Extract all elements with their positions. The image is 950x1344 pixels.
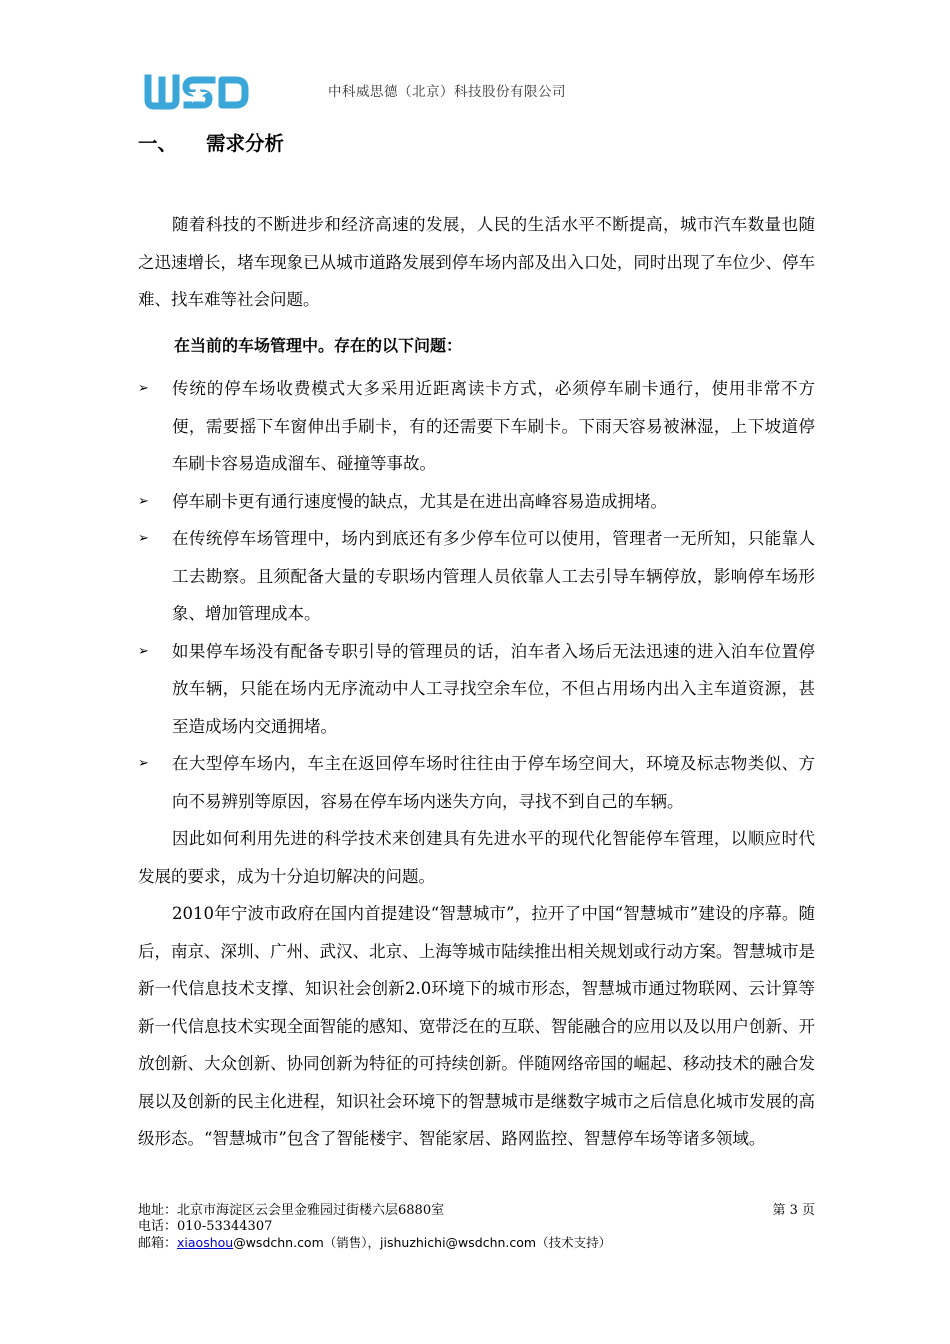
- sales-email-link[interactable]: xiaoshou: [177, 1235, 234, 1250]
- footer-address: 地址：北京市海淀区云会里金雅园过街楼六层6880室: [138, 1203, 445, 1218]
- footer-email-rest: @wsdchn.com（销售），jishuzhichi@wsdchn.com（技术支持）: [233, 1235, 612, 1250]
- page-footer: [138, 1203, 815, 1252]
- arrow-bullet-icon: ➢: [138, 531, 149, 546]
- section-number: 一、: [138, 132, 178, 155]
- intro-paragraph: 随着科技的不断进步和经济高速的发展，人民的生活水平不断提高，城市汽车数量也随之迅速增长，堵车现象已从城市道路发展到停车场内部及出入口处，同时出现了车位少、停车难、找车难等社会问题。: [138, 215, 815, 309]
- footer-phone: 电话：010-53344307: [138, 1219, 273, 1234]
- arrow-bullet-icon: ➢: [138, 756, 149, 771]
- problems-subheading: 在当前的车场管理中。存在的以下问题：: [174, 335, 463, 355]
- page-number: 第 3 页: [772, 1203, 815, 1218]
- wsd-logo: [142, 72, 252, 112]
- smart-city-paragraph: 2010年宁波市政府在国内首提建设“智慧城市”，拉开了中国“智慧城市”建设的序幕。随后，南京、深圳、广州、武汉、北京、上海等城市陆续推出相关规划或行动方案。智慧城市是新一代信息技术支撑、知识社会创新2.0环境下的城市形态，智慧城市通过物联网、云计算等新一代信息技术实现全面智能的感知、宽带泛在的互联、智能融合的应用以及以用户创新、开放创新、大众创新、协同创新为特征的可持续创新。伴随网络帝国的崛起、移动技术的融合发展以及创新的民主化进程，知识社会环境下的智慧城市是继数字城市之后信息化城市发展的高级形态。“智慧城市”包含了智能楼宇、智能家居、路网监控、智慧停车场等诸多领域。: [138, 904, 815, 1148]
- arrow-bullet-icon: ➢: [138, 643, 149, 659]
- list-item: ➢ 停车刷卡更有通行速度慢的缺点，尤其是在进出高峰容易造成拥堵。: [138, 483, 815, 521]
- list-item: ➢ 传统的停车场收费模式大多采用近距离读卡方式，必须停车刷卡通行，使用非常不方便，需要摇下车窗伸出手刷卡，有的还需要下车刷卡。下雨天容易被淋湿，上下坡道停车刷卡容易造成溜车、碰撞等事故。: [138, 370, 815, 483]
- list-item: ➢ 如果停车场没有配备专职引导的管理员的话，泊车者入场后无法迅速的进入泊车位置停放车辆，只能在场内无序流动中人工寻找空余车位，不但占用场内出入主车道资源，甚至造成场内交通拥堵。: [138, 633, 815, 746]
- company-name: 中科威思德（北京）科技股份有限公司: [328, 84, 566, 100]
- arrow-bullet-icon: ➢: [138, 381, 149, 396]
- section-title: 需求分析: [206, 132, 285, 155]
- arrow-bullet-icon: ➢: [138, 493, 149, 509]
- section-heading: [138, 128, 284, 156]
- footer-email-label: 邮箱：: [138, 1236, 178, 1251]
- document-body: [138, 206, 815, 1158]
- list-item: ➢ 在传统停车场管理中，场内到底还有多少停车位可以使用，管理者一无所知，只能靠人工去勘察。且须配备大量的专职场内管理人员依靠人工去引导车辆停放，影响停车场形象、增加管理成本。: [138, 520, 815, 633]
- list-item: ➢ 在大型停车场内，车主在返回停车场时往往由于停车场空间大，环境及标志物类似、方向不易辨别等原因，容易在停车场内迷失方向，寻找不到自己的车辆。: [138, 745, 815, 820]
- conclusion-paragraph: 因此如何利用先进的科学技术来创建具有先进水平的现代化智能停车管理，以顺应时代发展的要求，成为十分迫切解决的问题。: [138, 829, 815, 886]
